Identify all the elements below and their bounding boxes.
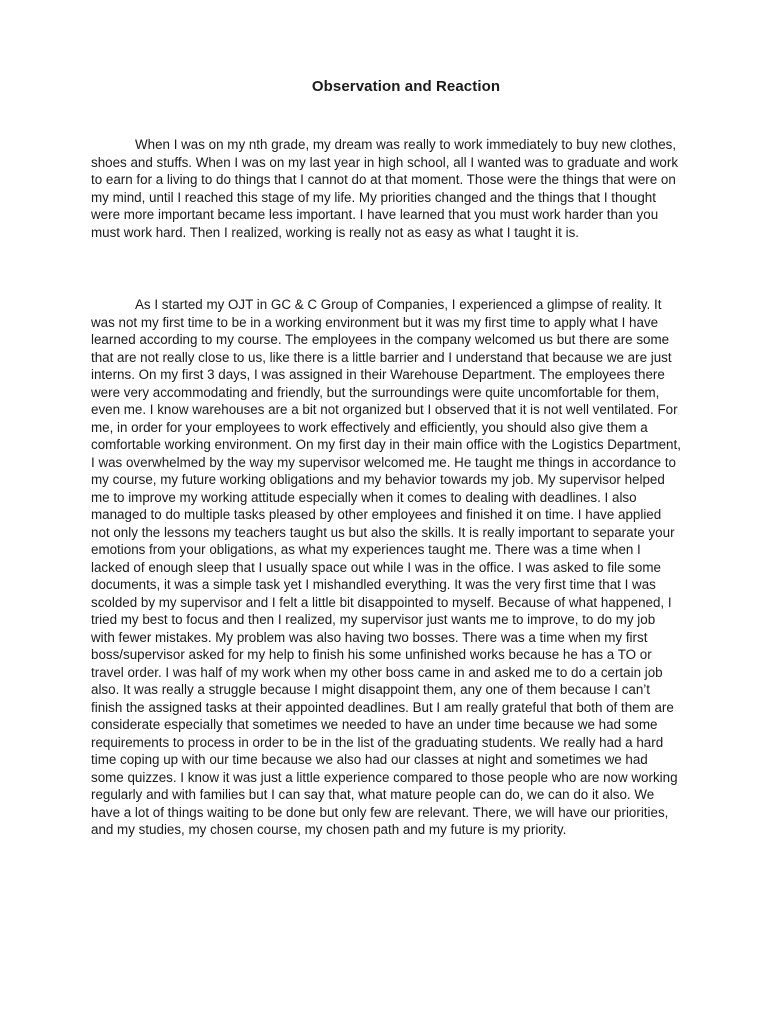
- paragraph-1: [91, 136, 681, 241]
- paragraph-1-text: When I was on my nth grade, my dream was really to work immediately to buy new clothes, shoes and stuffs. When I was on my last year in high school, all I wanted was to graduate and work to earn for a living to do things that I cannot do at that moment. Those were the things that were on my mind, until I reached this stage of my life. My priorities changed and the things that I thought were more important became less important. I have learned that you must work harder than you must work hard. Then I realized, working is really not as easy as what I taught it is.: [91, 137, 679, 240]
- paragraph-2: [91, 296, 681, 839]
- paragraph-2-text: As I started my OJT in GC & C Group of Companies, I experienced a glimpse of reality. It was not my first time to be in a working environment but it was my first time to apply what I have learned according to my course. The employees in the company welcomed us but there are some that are not really close to us, like there is a little barrier and I understand that because we are just interns. On my first 3 days, I was assigned in their Warehouse Department. The employees there were very accommodating and friendly, but the surroundings were quite uncomfortable for them, even me. I know warehouses are a bit not organized but I observed that it is not well ventilated. For me, in order for your employees to work effectively and efficiently, you should also give them a comfortable working environment. On my first day in their main office with the Logistics Department, I was overwhelmed by the way my supervisor welcomed me. He taught me things in accordance to my course, my future working obligations and my behavior towards my job. My supervisor helped me to improve my working attitude especially when it comes to dealing with deadlines. I also managed to do multiple tasks pleased by other employees and finished it on time. I have applied not only the lessons my teachers taught us but also the skills. It is really important to separate your emotions from your obligations, as what my experiences taught me. There was a time when I lacked of enough sleep that I usually space out while I was in the office. I was asked to file some documents, it was a simple task yet I mishandled everything. It was the very first time that I was scolded by my supervisor and I felt a little bit disappointed to myself. Because of what happened, I tried my best to focus and then I realized, my supervisor just wants me to improve, to do my job with fewer mistakes. My problem was also having two bosses. There was a time when my first boss/supervisor asked for my help to finish his some unfinished works because he has a TO or travel order. I was half of my work when my other boss came in and asked me to do a certain job also. It was really a struggle because I might disappoint them, any one of them because I can’t finish the assigned tasks at their appointed deadlines. But I am really grateful that both of them are considerate especially that sometimes we needed to have an under time because we had some requirements to process in order to be in the list of the graduating students. We really had a hard time coping up with our time because we also had our classes at night and sometimes we had some quizzes. I know it was just a little experience compared to those people who are now working regularly and with families but I can say that, what mature people can do, we can do it also. We have a lot of things waiting to be done but only few are relevant. There, we will have our priorities, and my studies, my chosen course, my chosen path and my future is my priority.: [91, 297, 681, 837]
- document-title: Observation and Reaction: [311, 78, 501, 95]
